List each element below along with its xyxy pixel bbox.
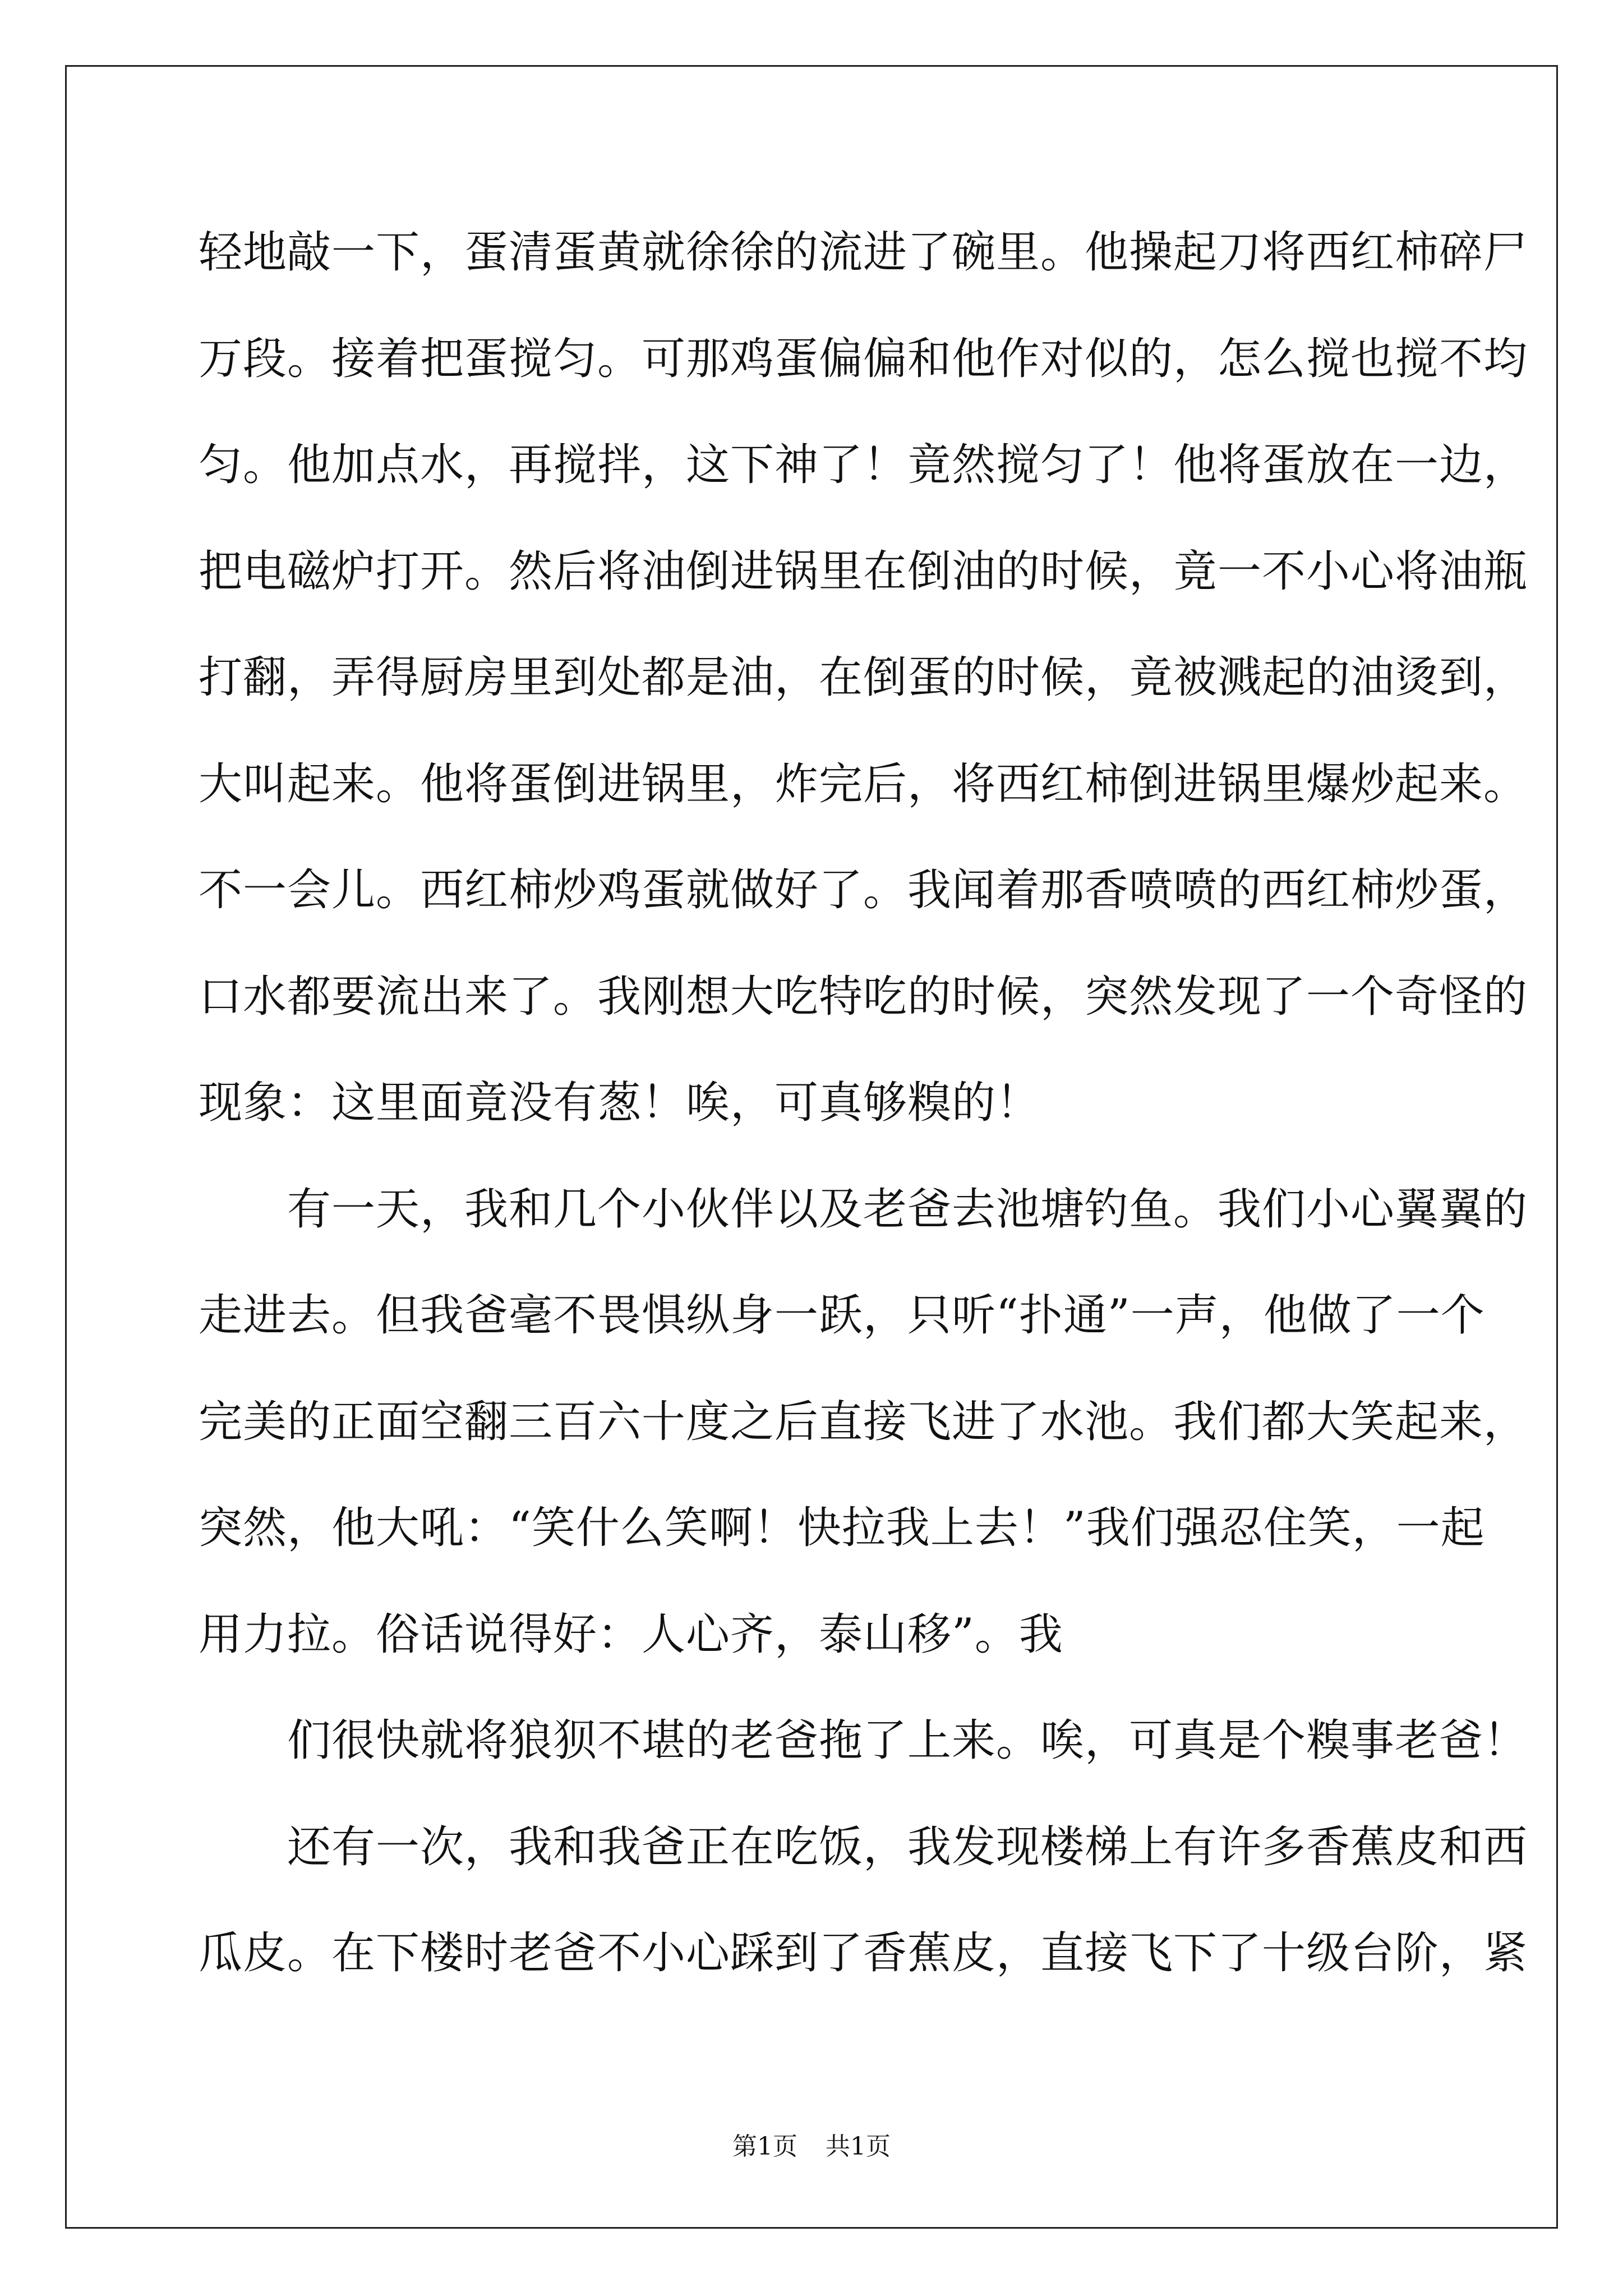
text-line: 突然，他大吼：“笑什么笑啊！快拉我上去！”我们强忍住笑，一起 [199, 1503, 1485, 1553]
text-line: 轻地敲一下，蛋清蛋黄就徐徐的流进了碗里。他操起刀将西红柿碎尸 [199, 227, 1528, 278]
text-line: 现象：这里面竟没有葱！唉，可真够糗的！ [199, 1078, 1041, 1128]
text-line: 用力拉。俗话说得好：人心齐，泰山移”。我 [199, 1609, 1063, 1660]
text-line: 不一会儿。西红柿炒鸡蛋就做好了。我闻着那香喷喷的西红柿炒蛋， [199, 865, 1528, 915]
text-line: 们很快就将狼狈不堪的老爸拖了上来。唉，可真是个糗事老爸！ [287, 1715, 1528, 1766]
text-line: 走进去。但我爸毫不畏惧纵身一跃，只听“扑通”一声，他做了一个 [199, 1290, 1485, 1341]
text-line: 大叫起来。他将蛋倒进锅里，炸完后，将西红柿倒进锅里爆炒起来。 [199, 758, 1528, 809]
text-line: 完美的正面空翻三百六十度之后直接飞进了水池。我们都大笑起来， [199, 1396, 1528, 1447]
text-line: 还有一次，我和我爸正在吃饭，我发现楼梯上有许多香蕉皮和西 [287, 1821, 1528, 1872]
text-line: 匀。他加点水，再搅拌，这下神了！竟然搅匀了！他将蛋放在一边， [199, 440, 1528, 490]
text-line: 瓜皮。在下楼时老爸不小心踩到了香蕉皮，直接飞下了十级台阶，紧 [199, 1928, 1528, 1978]
text-line: 打翻，弄得厨房里到处都是油，在倒蛋的时候，竟被溅起的油烫到， [199, 652, 1528, 703]
text-line: 有一天，我和几个小伙伴以及老爸去池塘钓鱼。我们小心翼翼的 [287, 1184, 1528, 1235]
text-line: 万段。接着把蛋搅匀。可那鸡蛋偏偏和他作对似的，怎么搅也搅不均 [199, 333, 1528, 384]
page-number-total: 共1页 [826, 2132, 891, 2161]
text-line: 口水都要流出来了。我刚想大吃特吃的时候，突然发现了一个奇怪的 [199, 971, 1528, 1022]
document-body [199, 200, 1528, 2007]
text-line: 把电磁炉打开。然后将油倒进锅里在倒油的时候，竟一不小心将油瓶 [199, 546, 1528, 597]
page-footer [0, 2126, 1623, 2162]
page-number-current: 第1页 [732, 2132, 797, 2161]
